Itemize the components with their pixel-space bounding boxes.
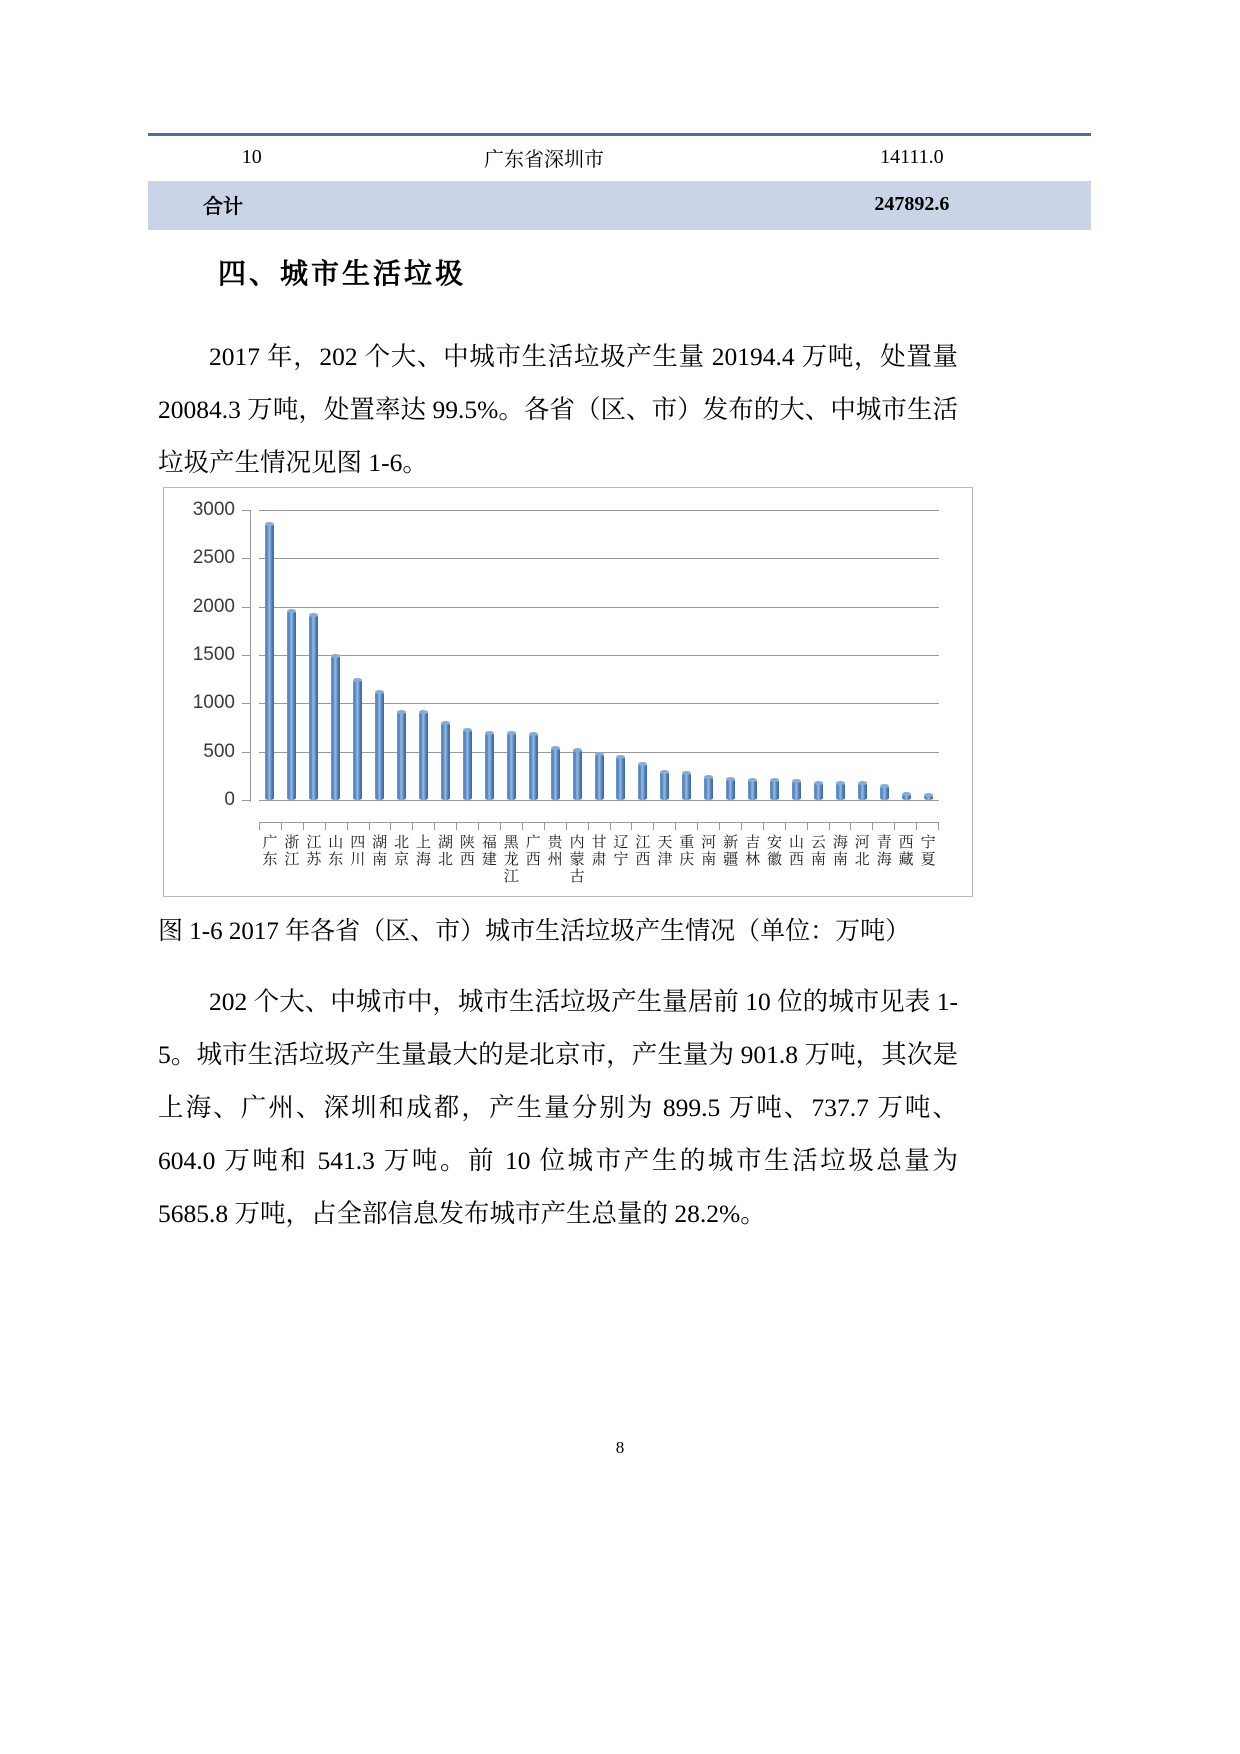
row-rank: 10 [148,136,355,181]
bar-slot [478,510,500,800]
bar [309,615,318,800]
chart-plot-area [192,499,939,885]
y-axis-tick [242,800,251,801]
x-axis-tick [720,822,742,830]
bar [616,757,625,800]
x-axis-tick-label: 青海 [876,834,892,868]
bar-slot [720,510,742,800]
bar-slot [325,510,347,800]
x-axis-tick [326,822,348,830]
x-axis-tick [589,822,611,830]
bar-slot [500,510,522,800]
y-axis-tick-label: 2500 [192,547,235,569]
figure-1-6-chart [163,487,973,897]
x-axis-tick [830,822,852,830]
x-axis-tick-label: 北京 [394,834,410,868]
bar-slot [742,510,764,800]
row-value: 14111.0 [733,136,1091,181]
x-axis-tick-label: 吉林 [745,834,761,868]
total-value: 247892.6 [733,181,1091,230]
x-axis-tick-label: 四川 [350,834,366,868]
y-axis-tick [242,510,251,511]
bar-slot [281,510,303,800]
x-axis-tick [545,822,567,830]
bar-slot [391,510,413,800]
y-axis-tick [242,607,251,608]
x-axis-tick-label: 安徽 [767,834,783,868]
bar-slot [544,510,566,800]
bar [836,783,845,800]
x-axis-tick-label: 广东 [262,834,278,868]
x-axis-tick-label: 黑龙江 [503,834,519,885]
y-axis-tick-label: 500 [203,740,235,762]
x-axis-tick-label: 天津 [657,834,673,868]
bar [265,524,274,800]
x-axis-tick-label: 云南 [810,834,826,868]
y-axis-tick-label: 1000 [192,692,235,714]
x-axis-tick [698,822,720,830]
bar [638,764,647,800]
bar [770,780,779,800]
bar-slot [566,510,588,800]
y-axis-tick [242,703,251,704]
x-axis-tick [259,822,282,830]
bar-slot [588,510,610,800]
bar-slot [303,510,325,800]
y-axis-tick-label: 3000 [192,499,235,520]
bar-slot [654,510,676,800]
paragraph-detail: 202 个大、中城市中，城市生活垃圾产生量居前 10 位的城市见表 1-5。城市生活垃圾产生量最大的是北京市，产生量为 901.8 万吨，其次是上海、广州、深圳和成都，产生量分别为 899.5 万吨、737.7 万吨、604.0 万吨和 541.3 万吨。前 10 位城市产生的城市生活垃圾总量为 5685.8 万吨，占全部信息发布城市产生总量的 28.2%。 [158,987,958,1228]
bar [595,754,604,800]
bar-slot [347,510,369,800]
bar-slot [786,510,808,800]
x-axis-tick-label: 内蒙古 [569,834,585,885]
x-axis-tick [851,822,873,830]
x-axis-tick-label: 湖北 [437,834,453,868]
bar [792,781,801,800]
bar [397,712,406,800]
bar [485,733,494,800]
section-heading: 四、城市生活垃圾 [218,257,467,290]
x-axis-tick-label: 辽宁 [613,834,629,868]
bar-series [259,510,939,800]
bar [573,750,582,800]
total-label: 合计 [148,181,355,230]
x-axis-labels [259,834,939,885]
bar-slot [764,510,786,800]
x-axis-tick [435,822,457,830]
x-axis-tick [808,822,830,830]
bar-slot [435,510,457,800]
bar [419,712,428,800]
bar-slot [632,510,654,800]
x-axis-tick-label: 重庆 [679,834,695,868]
x-axis-tick-label: 甘肃 [591,834,607,868]
bar [924,795,933,800]
x-axis-tick [348,822,370,830]
x-axis-tick [523,822,545,830]
x-axis-tick-label: 上海 [416,834,432,868]
x-axis-tick-label: 广西 [525,834,541,868]
row-city: 广东省深圳市 [355,136,732,181]
bar [880,786,889,801]
x-axis-tick [391,822,413,830]
x-axis-tick [304,822,326,830]
table-fragment [148,133,1091,230]
bar-slot [610,510,632,800]
bar [441,723,450,800]
x-axis-tick [654,822,676,830]
bar [902,794,911,800]
bar-slot [456,510,478,800]
x-axis-tick-label: 陕西 [459,834,475,868]
x-axis-tick [479,822,501,830]
x-axis-tick-label: 贵州 [547,834,563,868]
bar [682,773,691,800]
bar [551,748,560,800]
bar [529,734,538,800]
x-axis-tick-label: 河南 [701,834,717,868]
x-axis-tick [873,822,895,830]
bar [726,779,735,800]
bar [287,611,296,800]
bar-slot [676,510,698,800]
bar-slot [369,510,391,800]
y-axis-line [250,510,251,802]
bar [704,777,713,800]
x-axis-tick [413,822,435,830]
bar-slot [413,510,435,800]
x-axis-tick-label: 河北 [854,834,870,868]
x-axis-tick [786,822,808,830]
x-axis-tick [676,822,698,830]
bar [331,656,340,800]
x-axis-tick [895,822,917,830]
bar-slot [851,510,873,800]
bar-slot [522,510,544,800]
bar-slot [917,510,939,800]
bar [353,680,362,800]
x-axis-tick [282,822,304,830]
x-axis-tick [742,822,764,830]
bar [660,772,669,800]
bar [748,780,757,800]
x-axis-tick-label: 浙江 [284,834,300,868]
x-axis-tick [370,822,392,830]
x-axis-tick-label: 江西 [635,834,651,868]
page-number: 8 [615,1438,625,1457]
x-axis-tick [764,822,786,830]
x-axis-tick [611,822,633,830]
bar-slot [829,510,851,800]
y-axis-tick-label: 0 [224,789,235,810]
bar-slot [698,510,720,800]
x-axis-tick [632,822,654,830]
grid-line [259,800,939,801]
x-axis-tick-label: 新疆 [723,834,739,868]
x-axis-tick-label: 湖南 [372,834,388,868]
y-axis-tick [242,558,251,559]
table-row [148,136,1091,181]
y-axis-tick [242,655,251,656]
paragraph-intro: 2017 年，202 个大、中城市生活垃圾产生量 20194.4 万吨，处置量 20084.3 万吨，处置率达 99.5%。各省（区、市）发布的大、中城市生活垃圾产生情况见图 1-6。 [158,342,958,477]
table-total-row [148,181,1091,230]
bar-slot [807,510,829,800]
x-axis-tick-label: 山西 [788,834,804,868]
x-axis-ticks [259,822,939,830]
x-axis-tick [457,822,479,830]
bar-slot [259,510,281,800]
x-axis-tick-label: 福建 [481,834,497,868]
total-city [355,181,732,230]
y-axis-tick [242,752,251,753]
bar-slot [873,510,895,800]
bar [507,733,516,800]
bar [375,692,384,800]
x-axis-tick-label: 宁夏 [920,834,936,868]
x-axis-tick-label: 江苏 [306,834,322,868]
x-axis-tick-label: 海南 [832,834,848,868]
bar-slot [895,510,917,800]
bar [814,783,823,800]
bar [463,730,472,800]
top-cities-table [148,136,1091,230]
x-axis-tick-label: 西藏 [898,834,914,868]
x-axis-tick [567,822,589,830]
bar [858,783,867,800]
y-axis-tick-label: 2000 [192,595,235,617]
x-axis-tick [501,822,523,830]
figure-caption: 图 1-6 2017 年各省（区、市）城市生活垃圾产生情况（单位：万吨） [158,918,911,945]
x-axis-tick [917,822,939,830]
x-axis-tick-label: 山东 [328,834,344,868]
y-axis-tick-label: 1500 [192,644,235,665]
